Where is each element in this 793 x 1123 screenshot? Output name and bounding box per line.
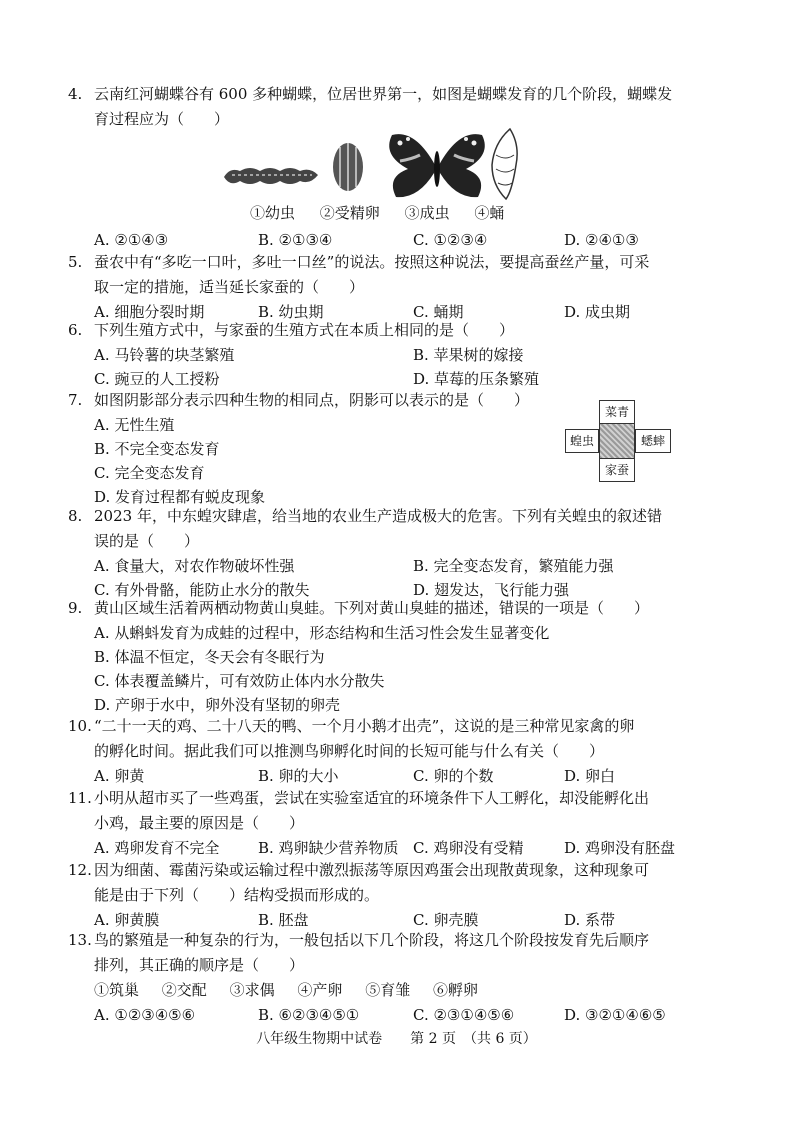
option-c[interactable]: C. ①②③④ [413, 231, 488, 249]
option-c[interactable]: C. 有外骨骼，能防止水分的散失 [94, 581, 310, 599]
option-d[interactable]: D. 翅发达，飞行能力强 [413, 581, 570, 599]
option-c[interactable]: C. 蛹期 [413, 303, 464, 321]
option-d[interactable]: D. 发育过程都有蜕皮现象 [94, 488, 266, 506]
venn-right-label: 蟋蟀 [635, 429, 671, 453]
stage-list [68, 978, 688, 1003]
question-number: 6. [68, 321, 83, 339]
option-b[interactable]: B. 胚盘 [258, 911, 309, 929]
question-text: 2023 年，中东蝗灾肆虐，给当地的农业生产造成极大的危害。下列有关蝗虫的叙述错 [94, 507, 662, 525]
adult-butterfly-picture [389, 134, 485, 197]
stage-item: ⑤育雏 [365, 981, 411, 999]
option-a[interactable]: A. 从蝌蚪发育为成蛙的过程中，形态结构和生活习性会发生显著变化 [94, 624, 550, 642]
option-b[interactable]: B. 体温不恒定，冬天会有冬眠行为 [94, 648, 325, 666]
option-b[interactable]: B. 不完全变态发育 [94, 440, 220, 458]
option-b[interactable]: B. 幼虫期 [258, 303, 324, 321]
stage-label: ②受精卵 [319, 204, 380, 222]
option-d[interactable]: D. 产卵于水中，卵外没有坚韧的卵壳 [94, 696, 341, 714]
option-d[interactable]: D. 卵白 [564, 767, 616, 785]
option-b[interactable]: B. ⑥②③④⑤① [258, 1006, 360, 1024]
question-12 [68, 858, 688, 932]
question-number: 9. [68, 599, 83, 617]
question-text: 小明从超市买了一些鸡蛋，尝试在实验室适宜的环境条件下人工孵化，却没能孵化出 [94, 789, 650, 807]
option-d[interactable]: D. ②④①③ [564, 231, 639, 249]
question-5 [68, 250, 688, 324]
question-number: 13. [68, 931, 92, 949]
option-a[interactable]: A. 无性生殖 [94, 416, 175, 434]
option-c[interactable]: C. 体表覆盖鳞片，可有效防止体内水分散失 [94, 672, 385, 690]
question-4-options [68, 228, 688, 252]
question-13 [68, 928, 688, 1027]
question-text: 黄山区域生活着两栖动物黄山臭蛙。下列对黄山臭蛙的描述，错误的一项是（ ） [94, 599, 650, 617]
question-text: 蚕农中有“多吃一口叶，多吐一口丝”的说法。按照这种说法，要提高蚕丝产量，可采 [94, 253, 650, 271]
option-c[interactable]: C. 卵壳膜 [413, 911, 479, 929]
option-b[interactable]: B. 卵的大小 [258, 767, 339, 785]
question-text-cont: 育过程应为（ ） [94, 110, 230, 128]
question-number: 12. [68, 861, 92, 879]
question-text: 因为细菌、霉菌污染或运输过程中激烈振荡等原因鸡蛋会出现散黄现象，这种现象可 [94, 861, 650, 879]
venn-bottom-label: 家蚕 [599, 458, 635, 482]
stage-label: ③成虫 [404, 204, 450, 222]
option-d[interactable]: D. 成虫期 [564, 303, 631, 321]
option-a[interactable]: A. 马铃薯的块茎繁殖 [94, 346, 235, 364]
question-text-cont: 能是由于下列（ ）结构受损而形成的。 [94, 886, 380, 904]
stage-label: ④蛹 [474, 204, 505, 222]
egg-picture [333, 143, 363, 191]
larva-picture [224, 168, 318, 184]
stage-item: ⑥孵卵 [432, 981, 478, 999]
venn-left-label: 蝗虫 [565, 429, 599, 453]
option-d[interactable]: D. 草莓的压条繁殖 [413, 370, 540, 388]
question-text: 云南红河蝴蝶谷有 600 多种蝴蝶，位居世界第一，如图是蝴蝶发育的几个阶段，蝴蝶发 [94, 85, 673, 103]
question-text-cont: 的孵化时间。据此我们可以推测鸟卵孵化时间的长短可能与什么有关（ ） [94, 742, 605, 760]
question-number: 4. [68, 85, 83, 103]
option-a[interactable]: A. ①②③④⑤⑥ [94, 1006, 196, 1024]
option-b[interactable]: B. 苹果树的嫁接 [413, 346, 524, 364]
option-a[interactable]: A. 鸡卵发育不完全 [94, 839, 220, 857]
stage-label: ①幼虫 [250, 204, 296, 222]
option-a[interactable]: A. ②①④③ [94, 231, 169, 249]
question-6 [68, 318, 688, 391]
question-text-cont: 取一定的措施，适当延长家蚕的（ ） [94, 278, 365, 296]
option-c[interactable]: C. ②③①④⑤⑥ [413, 1006, 515, 1024]
question-text: 鸟的繁殖是一种复杂的行为，一般包括以下几个阶段，将这几个阶段按发育先后顺序 [94, 931, 650, 949]
question-number: 8. [68, 507, 83, 525]
stage-item: ②交配 [161, 981, 207, 999]
option-a[interactable]: A. 食量大，对农作物破坏性强 [94, 557, 295, 575]
option-d[interactable]: D. 鸡卵没有胚盘 [564, 839, 676, 857]
venn-figure [565, 398, 665, 494]
option-b[interactable]: B. 鸡卵缺少营养物质 [258, 839, 399, 857]
question-text-cont: 误的是（ ） [94, 532, 200, 550]
option-a[interactable]: A. 卵黄膜 [94, 911, 160, 929]
option-a[interactable]: A. 卵黄 [94, 767, 145, 785]
question-9 [68, 596, 688, 717]
question-11 [68, 786, 688, 860]
option-d[interactable]: D. ③②①④⑥⑤ [564, 1006, 666, 1024]
question-10 [68, 714, 688, 788]
question-number: 10. [68, 717, 92, 735]
stage-item: ①筑巢 [94, 981, 140, 999]
question-text: 如图阴影部分表示四种生物的相同点，阴影可以表示的是（ ） [94, 391, 530, 409]
stage-item: ③求偶 [229, 981, 275, 999]
butterfly-stages-figure [220, 125, 530, 205]
question-number: 5. [68, 253, 83, 271]
page-footer: 八年级生物期中试卷 第 2 页 （共 6 页） [256, 1031, 537, 1047]
question-number: 11. [68, 789, 92, 807]
pupa-picture [492, 129, 517, 199]
option-c[interactable]: C. 鸡卵没有受精 [413, 839, 524, 857]
question-text-cont: 小鸡，最主要的原因是（ ） [94, 814, 305, 832]
question-text: 下列生殖方式中，与家蚕的生殖方式在本质上相同的是（ ） [94, 321, 515, 339]
question-text: “二十一天的鸡、二十八天的鸭、一个月小鹅才出壳”，这说的是三种常见家禽的卵 [94, 717, 635, 735]
option-c[interactable]: C. 卵的个数 [413, 767, 494, 785]
option-d[interactable]: D. 系带 [564, 911, 616, 929]
option-b[interactable]: B. ②①③④ [258, 231, 333, 249]
option-c[interactable]: C. 豌豆的人工授粉 [94, 370, 220, 388]
option-a[interactable]: A. 细胞分裂时期 [94, 303, 205, 321]
question-8 [68, 504, 688, 602]
option-b[interactable]: B. 完全变态发育，繁殖能力强 [413, 557, 614, 575]
question-text-cont: 排列，其正确的顺序是（ ） [94, 956, 305, 974]
option-c[interactable]: C. 完全变态发育 [94, 464, 205, 482]
stage-item: ④产卵 [297, 981, 343, 999]
question-number: 7. [68, 391, 83, 409]
stage-labels [250, 202, 524, 223]
venn-shaded-area [599, 423, 635, 459]
venn-top-label: 菜青 [599, 400, 635, 424]
